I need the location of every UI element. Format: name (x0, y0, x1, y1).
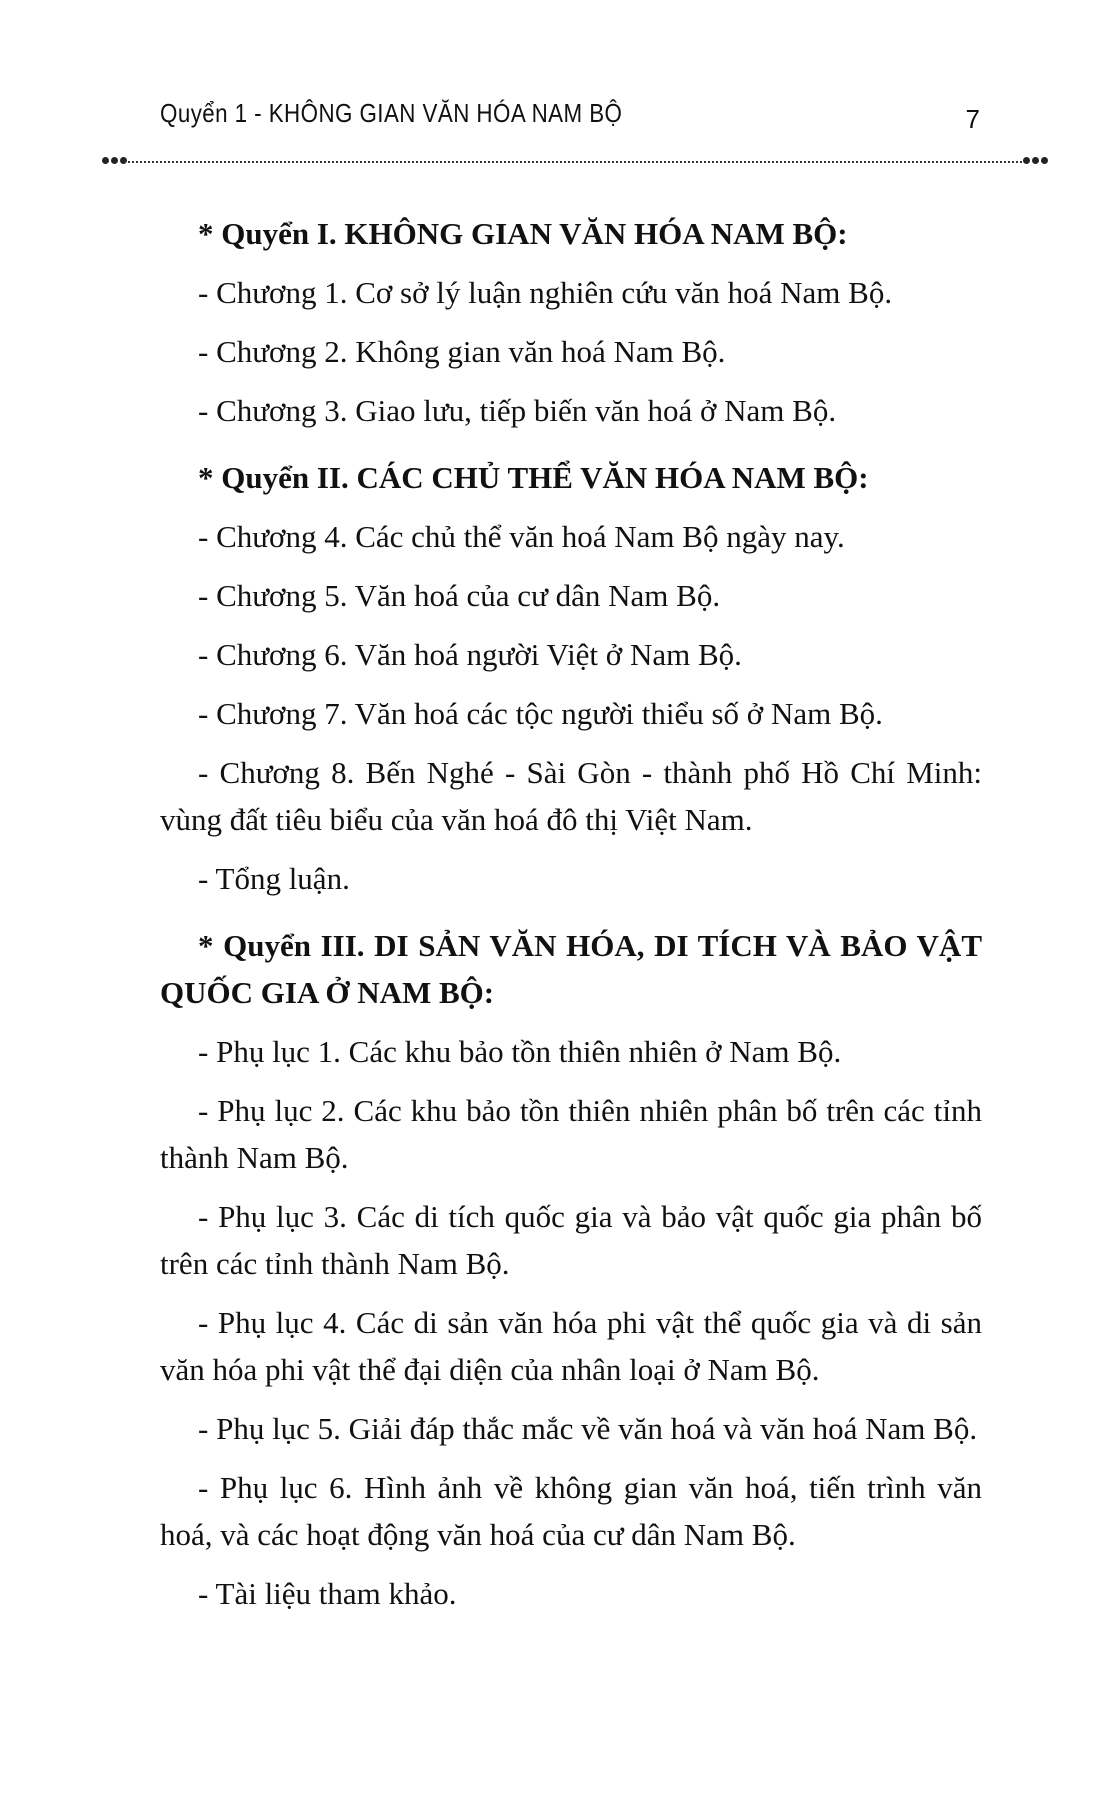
table-of-contents (160, 210, 982, 1629)
list-item: - Phụ lục 6. Hình ảnh về không gian văn hoá, tiến trình văn hoá, và các hoạt động văn hoá của cư dân Nam Bộ. (160, 1470, 982, 1552)
list-item: - Phụ lục 4. Các di sản văn hóa phi vật thể quốc gia và di sản văn hóa phi vật thể đại diện của nhân loại ở Nam Bộ. (160, 1305, 982, 1387)
volume-1-section (160, 210, 982, 434)
header-divider (102, 156, 1048, 168)
list-item: - Chương 4. Các chủ thể văn hoá Nam Bộ ngày nay. (198, 519, 845, 554)
list-item: - Chương 6. Văn hoá người Việt ở Nam Bộ. (198, 637, 742, 672)
list-item: - Tổng luận. (198, 861, 350, 896)
volume-heading: * Quyển III. DI SẢN VĂN HÓA, DI TÍCH VÀ BẢO VẬT QUỐC GIA Ở NAM BỘ: (160, 928, 982, 1010)
list-item: - Phụ lục 1. Các khu bảo tồn thiên nhiên ở Nam Bộ. (198, 1034, 842, 1069)
page-number: 7 (965, 104, 980, 134)
list-item: - Phụ lục 2. Các khu bảo tồn thiên nhiên phân bố trên các tỉnh thành Nam Bộ. (160, 1093, 982, 1175)
list-item: - Chương 2. Không gian văn hoá Nam Bộ. (198, 334, 726, 369)
list-item: - Chương 8. Bến Nghé - Sài Gòn - thành phố Hồ Chí Minh: vùng đất tiêu biểu của văn hoá đô thị Việt Nam. (160, 755, 982, 837)
divider-ornament-right (1023, 157, 1048, 164)
volume-3-section (160, 922, 982, 1617)
list-item: - Chương 5. Văn hoá của cư dân Nam Bộ. (198, 578, 721, 613)
volume-heading: * Quyển I. KHÔNG GIAN VĂN HÓA NAM BỘ: (198, 216, 848, 251)
list-item: - Phụ lục 3. Các di tích quốc gia và bảo vật quốc gia phân bố trên các tỉnh thành Nam Bộ. (160, 1199, 982, 1281)
list-item: - Chương 1. Cơ sở lý luận nghiên cứu văn hoá Nam Bộ. (198, 275, 893, 310)
list-item: - Phụ lục 5. Giải đáp thắc mắc về văn hoá và văn hoá Nam Bộ. (198, 1411, 978, 1446)
list-item: - Tài liệu tham khảo. (198, 1576, 457, 1611)
list-item: - Chương 7. Văn hoá các tộc người thiểu số ở Nam Bộ. (198, 696, 883, 731)
volume-2-section (160, 454, 982, 902)
list-item: - Chương 3. Giao lưu, tiếp biến văn hoá ở Nam Bộ. (198, 393, 837, 428)
running-header (160, 98, 980, 138)
volume-heading: * Quyển II. CÁC CHỦ THỂ VĂN HÓA NAM BỘ: (198, 460, 869, 495)
header-title: Quyển 1 - KHÔNG GIAN VĂN HÓA NAM BỘ (160, 98, 623, 128)
